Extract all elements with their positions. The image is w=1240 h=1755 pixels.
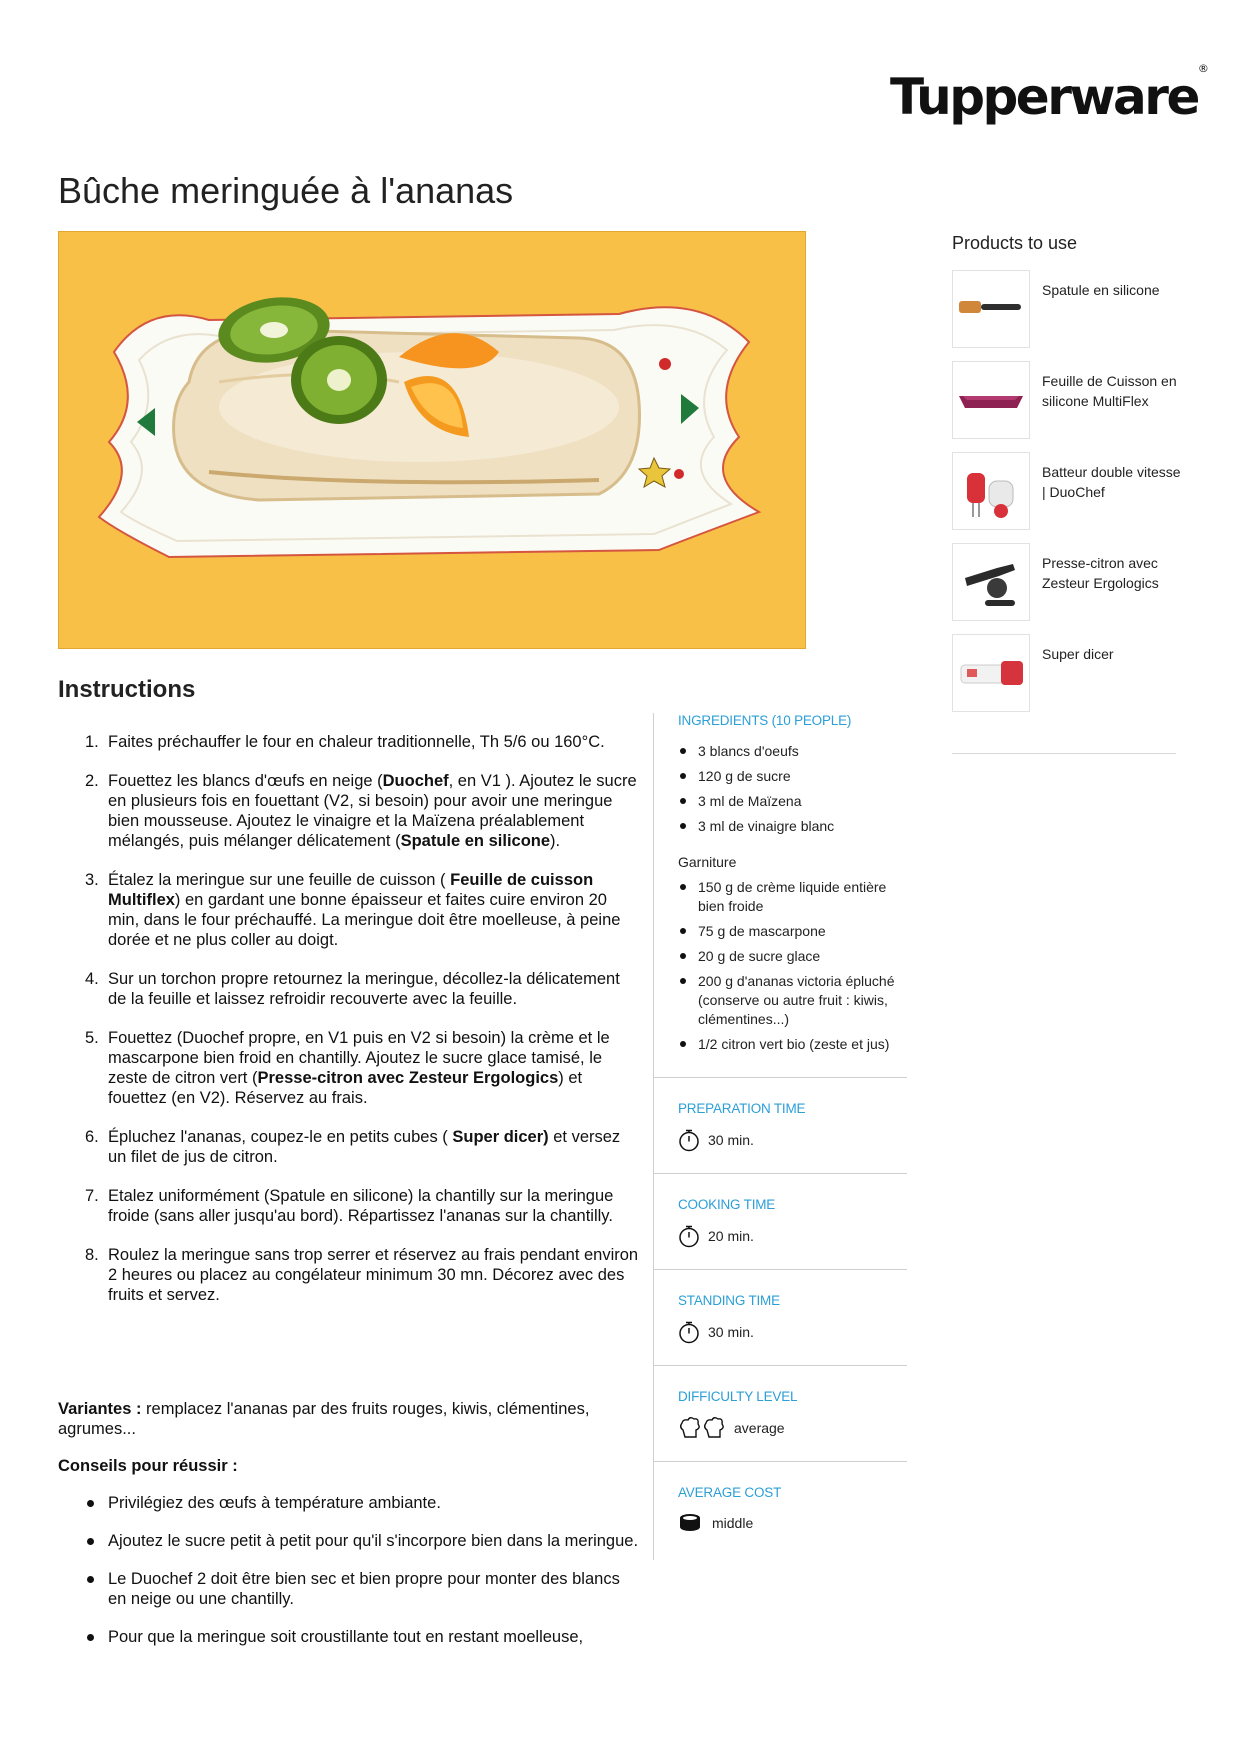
step-text: , en V1 ). Ajoutez le sucre en plusieurs fois en fouettant (V2, si besoin) pour avoir une meringue bien mousseuse. Ajoutez le vinaigre et la Maïzena préalablement mélangés, puis mélanger délicatement ( [108, 772, 637, 850]
tip-item: Ajoutez le sucre petit à petit pour qu'il s'incorpore bien dans la meringue. [58, 1531, 640, 1551]
variantes-label: Variantes : [58, 1400, 142, 1418]
tip-item: Pour que la meringue soit croustillante tout en restant moelleuse, [58, 1627, 640, 1647]
instruction-step [58, 1127, 640, 1167]
ingredient-item: 1/2 citron vert bio (zeste et jus) [678, 1035, 902, 1054]
section-divider [654, 1461, 907, 1462]
tip-item: Privilégiez des œufs à température ambiante. [58, 1493, 640, 1513]
garniture-list [678, 878, 902, 1054]
stopwatch-icon [678, 1224, 700, 1248]
ingredient-item: 75 g de mascarpone [678, 922, 902, 941]
section-divider [654, 1173, 907, 1174]
product-reference: Spatule en silicone [400, 832, 551, 850]
product-name: Super dicer [1042, 646, 1114, 662]
average-cost-label: AVERAGE COST [678, 1485, 782, 1500]
product-reference: Super dicer) [452, 1128, 549, 1146]
ingredient-item: 20 g de sucre glace [678, 947, 902, 966]
instruction-step [58, 732, 640, 752]
garniture-title: Garniture [678, 854, 737, 870]
difficulty-level [678, 1389, 902, 1440]
recipe-sidebar [653, 713, 907, 1560]
variantes-text: remplacez l'ananas par des fruits rouges, kiwis, clémentines, agrumes... [58, 1400, 590, 1438]
ingredient-item: 200 g d'ananas victoria épluché (conserve ou autre fruit : kiwis, clémentines...) [678, 972, 902, 1029]
step-text: Roulez la meringue sans trop serrer et réservez au frais pendant environ 2 heures ou placez au congélateur minimum 30 mn. Décorez avec des fruits et servez. [108, 1246, 639, 1304]
recipe-photo [58, 231, 806, 649]
stopwatch-icon [678, 1128, 700, 1152]
whisk-icon [952, 452, 1030, 530]
citrus-press-icon [952, 543, 1030, 621]
instruction-step [58, 771, 640, 851]
step-text: Etalez uniformément (Spatule en silicone) la chantilly sur la meringue froide (sans aller jusqu'au bord). Répartissez l'ananas sur la chantilly. [108, 1187, 614, 1225]
section-divider [654, 1077, 907, 1078]
average-cost [678, 1485, 902, 1534]
product-item-whisk[interactable] [952, 452, 1188, 530]
product-reference: Feuille de cuisson Multiflex [108, 871, 594, 909]
average-cost-value: middle [712, 1515, 754, 1531]
brand-logo [890, 62, 1209, 126]
step-number: 5. [85, 1029, 99, 1047]
standing-time [678, 1293, 902, 1344]
ingredient-item: 3 ml de vinaigre blanc [678, 817, 902, 836]
ingredient-item: 3 blancs d'oeufs [678, 742, 902, 761]
registered-mark: ® [1197, 62, 1209, 76]
stopwatch-icon [678, 1320, 700, 1344]
step-number: 2. [85, 772, 99, 790]
step-text: et versez un filet de jus de citron. [108, 1128, 621, 1166]
instruction-steps [58, 732, 640, 1324]
step-number: 3. [85, 871, 99, 889]
preparation-time [678, 1101, 902, 1152]
step-text: Épluchez l'ananas, coupez-le en petits cubes ( [108, 1128, 453, 1146]
dicer-icon [952, 634, 1030, 712]
step-number: 8. [85, 1246, 99, 1264]
product-reference: Duochef [382, 772, 449, 790]
step-number: 6. [85, 1128, 99, 1146]
conseils-title: Conseils pour réussir : [58, 1457, 238, 1475]
product-item-citrus-press[interactable] [952, 543, 1188, 621]
tips-list [58, 1493, 640, 1665]
standing-time-label: STANDING TIME [678, 1293, 780, 1308]
step-text: ) en gardant une bonne épaisseur et faites cuire environ 20 min, dans le four préchauffé. La meringue doit être moelleuse, à peine dorée et ne plus coller au doigt. [108, 891, 621, 949]
product-reference: Presse-citron avec Zesteur Ergologics [257, 1069, 559, 1087]
cooking-time-label: COOKING TIME [678, 1197, 776, 1212]
step-text: Fouettez les blancs d'œufs en neige ( [108, 772, 383, 790]
product-item-baking-sheet[interactable] [952, 361, 1188, 439]
instruction-step [58, 870, 640, 950]
spatula-icon [952, 270, 1030, 348]
step-text: ). [550, 832, 561, 850]
difficulty-level-label: DIFFICULTY LEVEL [678, 1389, 798, 1404]
ingredient-item: 3 ml de Maïzena [678, 792, 902, 811]
coins-icon [678, 1512, 704, 1534]
product-name: Batteur double vitesse | DuoChef [1042, 464, 1181, 500]
instruction-step [58, 1245, 640, 1305]
recipe-title: Bûche meringuée à l'ananas [58, 170, 514, 211]
step-text: Fouettez (Duochef propre, en V1 puis en V2 si besoin) la crème et le mascarpone bien froid en chantilly. Ajoutez le sucre glace tamisé, le zeste de citron vert ( [108, 1029, 610, 1087]
step-number: 4. [85, 970, 99, 988]
instruction-step [58, 969, 640, 1009]
product-name: Feuille de Cuisson en silicone MultiFlex [1042, 373, 1177, 409]
brand-name: Tupperware [890, 68, 1198, 126]
section-divider [654, 1269, 907, 1270]
variantes [58, 1399, 640, 1439]
difficulty-level-value: average [734, 1420, 785, 1436]
instruction-step [58, 1186, 640, 1226]
cooking-time [678, 1197, 902, 1248]
baking-sheet-icon [952, 361, 1030, 439]
products-title: Products to use [952, 233, 1078, 253]
product-name: Presse-citron avec Zesteur Ergologics [1042, 555, 1159, 591]
products-divider [952, 753, 1176, 754]
step-text: Étalez la meringue sur une feuille de cuisson ( [108, 871, 451, 889]
step-number: 7. [85, 1187, 99, 1205]
instruction-step [58, 1028, 640, 1108]
step-text: Sur un torchon propre retournez la meringue, décollez-la délicatement de la feuille et laissez refroidir recouverte avec la feuille. [108, 970, 620, 1008]
product-item-dicer[interactable] [952, 634, 1188, 712]
instructions-title: Instructions [58, 676, 196, 703]
section-divider [654, 1365, 907, 1366]
ingredients-title: INGREDIENTS (10 PEOPLE) [678, 713, 852, 728]
preparation-time-label: PREPARATION TIME [678, 1101, 806, 1116]
ingredients-block [678, 713, 902, 1060]
product-name: Spatule en silicone [1042, 282, 1160, 298]
step-number: 1. [85, 733, 99, 751]
step-text: ) et fouettez (en V2). Réservez au frais. [108, 1069, 583, 1107]
chef-hat-icon [678, 1416, 726, 1440]
ingredient-item: 150 g de crème liquide entière bien froide [678, 878, 902, 916]
ingredient-item: 120 g de sucre [678, 767, 902, 786]
ingredients-list [678, 742, 902, 836]
preparation-time-value: 30 min. [708, 1132, 754, 1148]
tip-item: Le Duochef 2 doit être bien sec et bien propre pour monter des blancs en neige ou une chantilly. [58, 1569, 640, 1609]
step-text: Faites préchauffer le four en chaleur traditionnelle, Th 5/6 ou 160°C. [108, 733, 605, 751]
standing-time-value: 30 min. [708, 1324, 754, 1340]
cooking-time-value: 20 min. [708, 1228, 754, 1244]
product-item-spatula[interactable] [952, 270, 1188, 348]
